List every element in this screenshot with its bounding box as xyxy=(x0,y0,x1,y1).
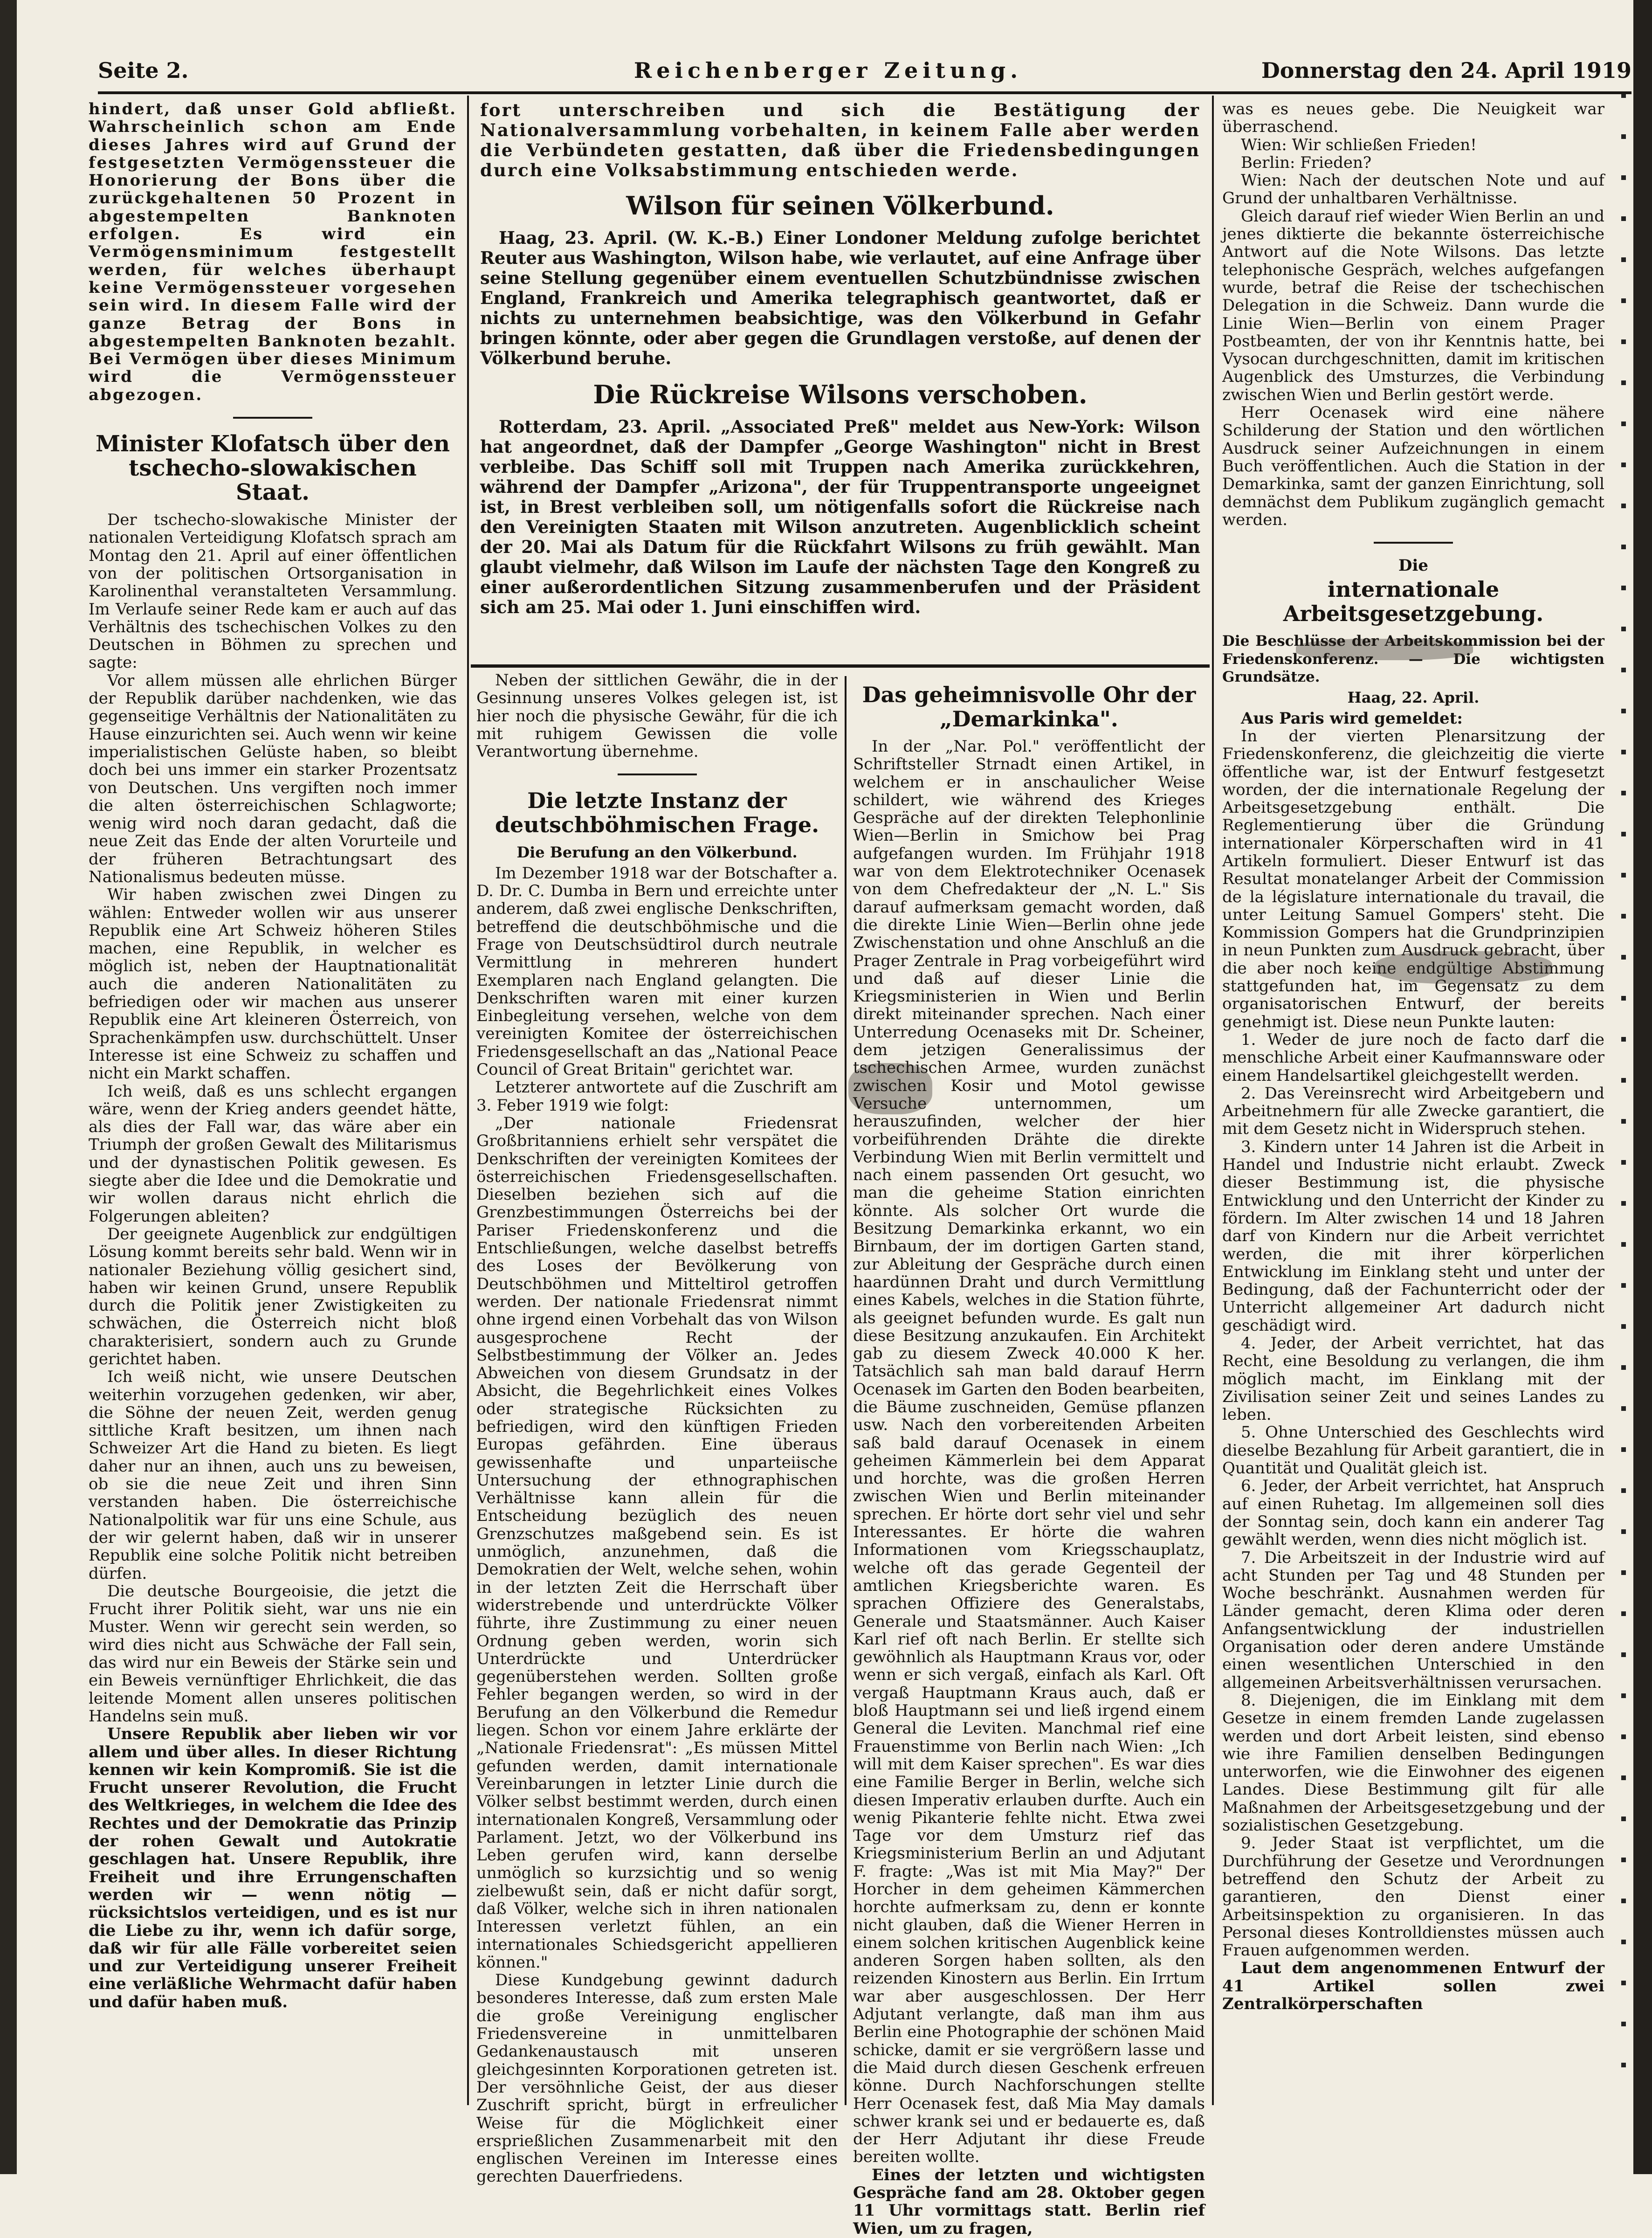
top-article-rule xyxy=(471,664,1210,668)
col4-dateline: Haag, 22. April. xyxy=(1347,689,1480,707)
col4-para: 2. Das Vereinsrecht wird Arbeitgebern und Arbeitnehmern für alle Zwecke garantiert, die mit dem Gesetz nicht in Widerspruch stehen. xyxy=(1222,1084,1604,1139)
header-rule xyxy=(98,91,1631,94)
top-article-para-1: Haag, 23. April. (W. K.-B.) Einer Londoner Meldung zufolge berichtet Reuter aus Washington, Wilson habe, wie verlautet, auf eine Anfrage über seine Stellung gegenüber einem eventuellen Schutzbündnisse zwischen England, Frankreich und Amerika telegraphisch geantwortet, daß er nichts zu unternehmen beabsichtige, was den Völkerbund in Gefahr bringen könnte, oder aber gegen die Grundlagen verstoße, auf denen der Völkerbund beruhe. xyxy=(480,228,1200,368)
column-4 xyxy=(1222,100,1604,2105)
col4-subhead: Die Beschlüsse der Arbeitskommission bei der Friedenskonferenz. — Die wichtigsten Grundsätze. xyxy=(1222,633,1604,686)
col4-para: 3. Kindern unter 14 Jahren ist die Arbeit in Handel und Industrie nicht erlaubt. Zweck dieser Bestimmung ist, die physische Entwicklung und den Unterricht der Kinder zu fördern. Im Alter zwischen 14 und 18 Jahren darf von Kindern nur die Arbeit verrichtet werden, die mit ihrer körperlichen Entwicklung im Einklang steht und unter der Bedingung, daß der Fachunterricht oder der Unterricht allgemeiner Art dadurch nicht geschädigt wird. xyxy=(1222,1137,1604,1335)
col3-headline: Das geheimnisvolle Ohr der „Demarkinka". xyxy=(862,682,1196,732)
page-header xyxy=(98,58,1631,90)
col2-top-para: Neben der sittlichen Gewähr, die in der Gesinnung unseres Volkes gelegen ist, ist hier noch die physische Gewähr, für die ich mit ruhigem Gewissen die volle Verantwortung übernehme. xyxy=(476,671,838,761)
col4-top-para: Wien: Wir schließen Frieden! xyxy=(1241,135,1477,154)
col4-headline: internationale Arbeitsgesetzgebung. xyxy=(1283,577,1544,627)
perforation-marks xyxy=(1621,93,1626,2098)
column-2 xyxy=(476,671,838,2186)
col1-headline: Minister Klofatsch über den tschecho-slowakischen Staat. xyxy=(96,431,450,506)
col4-para: 5. Ohne Unterschied des Geschlechts wird dieselbe Bezahlung für Arbeit garantiert, die in Quantität und Qualität gleich ist. xyxy=(1222,1423,1604,1478)
col4-para: Laut dem angenommenen Entwurf der 41 Artikel sollen zwei Zentralkörperschaften xyxy=(1222,1959,1604,2013)
col4-para: Aus Paris wird gemeldet: xyxy=(1241,709,1463,728)
ink-smudge xyxy=(848,1063,932,1114)
col4-top-para: was es neues gebe. Die Neuigkeit war überraschend. xyxy=(1222,100,1604,137)
col1-para: Vor allem müssen alle ehrlichen Bürger der Republik darüber nachdenken, wie das gegenseitige Verhältnis der Nationalitäten zu Hause einzurichten sei. Auch wenn wir keine imperialistischen Gelüste haben, so bleibt doch bei uns immer ein starker Prozentsatz von Deutschen. Uns vergiften noch immer die alten österreichischen Schlagworte; wenig wird noch daran gedacht, daß die neue Zeit das Ende der alten Vorurteile und der früheren Betrachtungsart des Nationalismus bedeuten müsse. xyxy=(89,671,457,886)
col1-para: Ich weiß, daß es uns schlecht ergangen wäre, wenn der Krieg anders geendet hätte, als dies der Fall war, das wäre aber ein Triumph der großen Gewalt des Militarismus und der dynastischen Politik gewesen. Es siegte aber die Idee und die Demokratie und wir wollen daraus nicht ehrlich die Folgerungen ableiten? xyxy=(89,1082,457,1226)
col4-kicker: Die xyxy=(1398,556,1429,575)
separator xyxy=(233,417,312,419)
column-rule-3 xyxy=(1212,96,1214,2105)
col4-top-para: Wien: Nach der deutschen Note und auf Grund der unhaltbaren Verhältnisse. xyxy=(1222,171,1604,208)
ink-smudge xyxy=(1375,951,1552,984)
scan-edge-right xyxy=(1633,0,1652,2174)
ink-smudge xyxy=(1296,639,1473,660)
top-article-intro: fort unterschreiben und sich die Bestätigung der Nationalversammlung vorbehalten, in keinem Falle aber werden die Verbündeten gestatten, daß über die Friedensbedingungen durch eine Volksabstimmung entschieden werde. xyxy=(480,100,1200,180)
col2-para: Letzterer antwortete auf die Zuschrift am 3. Feber 1919 wie folgt: xyxy=(476,1078,838,1115)
column-rule-2 xyxy=(845,676,847,2105)
top-article-headline-1: Wilson für seinen Völkerbund. xyxy=(626,191,1054,221)
col4-top-para: Berlin: Frieden? xyxy=(1241,153,1372,172)
top-article xyxy=(480,100,1200,662)
col2-headline: Die letzte Instanz der deutschböhmischen Frage. xyxy=(495,788,819,838)
col2-para: Im Dezember 1918 war der Botschafter a. D. Dr. C. Dumba in Bern und erreichte unter anderem, daß zwei englische Denkschriften, betreffend die deutschböhmische und die Frage von Deutschsüdtirol durch neutrale Vermittlung in mehreren hundert Exemplaren nach England gelangten. Die Denkschriften waren mit einer kurzen Einbegleitung versehen, welche von dem vereinigten Komitee der österreichischen Friedensgesellschaft an das „National Peace Council of Great Britain" gerichtet war. xyxy=(476,863,838,1079)
col2-para: „Der nationale Friedensrat Großbritanniens erhielt sehr verspätet die Denkschriften der vereinigten Komitees der österreichischen Friedensgesellschaften. Dieselben beziehen sich auf die Grenzbestimmungen Österreichs bei der Pariser Friedenskonferenz und die Entschließungen, welche daselbst betreffs des Loses der Bevölkerung von Deutschböhmen und Mitteltirol getroffen werden. Der nationale Friedensrat nimmt ohne irgend einen Vorbehalt das von Wilson ausgesprochene Recht der Selbstbestimmung der Völker an. Jedes Abweichen von diesem Grundsatz in der Absicht, die Begehrlichkeit eines Volkes oder strategische Rücksichten zu befriedigen, wird den künftigen Frieden Europas gefährden. Eine überaus gewissenhafte und unparteiische Untersuchung der ethnographischen Verhältnisse kann allein für die Entscheidung bezüglich des neuen Grenzschutzes maßgebend sein. Es ist unmöglich, anzunehmen, daß die Demokratien der Welt, welche sehen, wohin in der letzten Zeit die Herrschaft über widerstrebende und unterdrückte Völker führte, ihre Zustimmung zu einer neuen Ordnung geben werden, worin sich Unterdrückte und Unterdrücker gegenüberstehen werden. Sollten große Fehler begangen werden, so wird in der Berufung an den Völkerbund die Remedur liegen. Schon vor einem Jahre erklärte der „Nationale Friedensrat": „Es müssen Mittel gefunden werden, damit internationale Vereinbarungen in letzter Linie durch die Völker selbst bestimmt werden, durch einen internationalen Kongreß, Versammlung oder Parlament. Jetzt, wo der Völkerbund ins Leben gerufen wird, kann derselbe unmöglich so kurzsichtig und so wenig zielbewußt sein, daß er nicht dafür sorgt, daß Völker, welche sich in ihren nationalen Interessen verletzt fühlen, an ein internationales Schiedsgericht appellieren können." xyxy=(476,1113,838,1972)
col4-para: 4. Jeder, der Arbeit verrichtet, hat das Recht, eine Besoldung zu verlangen, die ihm möglich macht, im Einklang mit der Zivilisation seiner Zeit und seines Landes zu leben. xyxy=(1222,1334,1604,1424)
scan-edge-left xyxy=(0,0,17,2174)
col1-para: Wir haben zwischen zwei Dingen zu wählen: Entweder wollen wir aus unserer Republik eine Art Schweiz höheren Stiles machen, eine Republik, in welcher es möglich ist, neben der Hauptnationalität auch die anderen Nationalitäten zu befriedigen oder wir machen aus unserer Republik eine Art kleineren Österreich, von Sprachenkämpfen usw. durchschüttelt. Unser Interesse ist eine Schweiz zu schaffen und nicht ein Markt schaffen. xyxy=(89,885,457,1083)
col1-para: Unsere Republik aber lieben wir vor allem und über alles. In dieser Richtung kennen wir kein Kompromiß. Sie ist die Frucht unserer Revolution, die Frucht des Weltkrieges, in welchem die Idee des Rechtes und der Demokratie das Prinzip der rohen Gewalt und Autokratie geschlagen hat. Unsere Republik, ihre Freiheit und ihre Errungenschaften werden wir — wenn nötig — rücksichtslos verteidigen, und es ist nur die Liebe zu ihr, wenn ich dafür sorge, daß wir für alle Fälle vorbereitet seien und zur Verteidigung unserer Freiheit eine verläßliche Wehrmacht dafür haben und dafür haben muß. xyxy=(89,1725,457,2011)
top-article-para-2: Rotterdam, 23. April. „Associated Preß" meldet aus New-York: Wilson hat angeordnet, daß der Dampfer „George Washington" nicht in Brest verbleibe. Das Schiff soll mit Truppen nach Amerika zurückkehren, während der Dampfer „Arizona", der für Truppentransporte ungeeignet ist, in Brest verbleiben soll, um nötigenfalls sofort die Rückreise nach den Vereinigten Staaten mit Wilson anzutreten. Augenblicklich scheint der 20. Mai als Datum für die Rückfahrt Wilsons zu früh gewählt. Man glaubt vielmehr, daß Wilson im Laufe der nächsten Tage den Kongreß zu einer außerordentlichen Sitzung zusammenberufen und der Präsident sich am 25. Mai oder 1. Juni einschiffen wird. xyxy=(480,416,1200,617)
masthead: Reichenberger Zeitung. xyxy=(634,58,1023,83)
col4-para: 9. Jeder Staat ist verpflichtet, um die Durchführung der Gesetze und Verordnungen betreffend den Schutz der Arbeit zu garantieren, den Dienst einer Arbeitsinspektion zu organisieren. In das Personal dieses Kontrolldienstes müssen auch Frauen aufgenommen werden. xyxy=(1222,1834,1604,1960)
column-3 xyxy=(853,676,1205,2238)
col4-para: 1. Weder de jure noch de facto darf die menschliche Arbeit einer Kaufmannsware oder einem Handelsartikel gleichgestellt werden. xyxy=(1222,1030,1604,1085)
col4-para: 8. Diejenigen, die im Einklang mit dem Gesetze in einem fremden Lande zugelassen werden und dort Arbeit leisten, sind ebenso wie ihre Familien denselben Bedingungen unterworfen, wie die Einwohner des eigenen Landes. Diese Bestimmung gilt für alle Maßnahmen der Arbeitsgesetzgebung und der sozialistischen Gesetzgebung. xyxy=(1222,1691,1604,1835)
page-number: Seite 2. xyxy=(98,58,189,83)
separator xyxy=(1374,542,1453,544)
col2-subhead: Die Berufung an den Völkerbund. xyxy=(516,843,798,862)
col3-para: In der „Nar. Pol." veröffentlicht der Schriftsteller Strnadt einen Artikel, in welchem er in anschaulicher Weise schildert, wie während des Krieges Gespräche auf der direkten Telephonlinie Wien—Berlin in Smichow bei Prag aufgefangen wurden. Im Frühjahr 1918 war von dem Elektrotechniker Ocenasek von dem Chefredakteur der „N. L." Sis darauf aufmerksam gemacht worden, daß die direkte Linie Wien—Berlin ohne jede Zwischenstation und ohne Anschluß an die Prager Zentrale in Prag vorbeigeführt wird und daß auf dieser Linie die Kriegsministerien in Wien und Berlin direkt miteinander sprechen. Nach einer Unterredung Ocenaseks mit Dr. Scheiner, dem jetzigen Generalissimus der tschechischen Armee, wurden zunächst zwischen Kosir und Motol gewisse Versuche unternommen, um herauszufinden, welcher der hier vorbeiführenden Drähte die direkte Verbindung Wien mit Berlin vermittelt und nach einem passenden Ort gesucht, wo man die geheime Station einrichten könnte. Als solcher Ort wurde die Besitzung Demarkinka erkannt, wo ein Birnbaum, der im dortigen Garten stand, zur Ableitung der Gespräche durch einen haardünnen Draht und durch Vermittlung eines Kabels, welches in die Station führte, als geeignet befunden wurde. Es galt nun diese Besitzung anzukaufen. Ein Architekt gab zu diesem Zweck 40.000 K her. Tatsächlich sah man bald darauf Herrn Ocenasek im Garten den Boden bearbeiten, die Bäume zuschneiden, Gemüse pflanzen usw. Nach den vorbereitenden Arbeiten saß bald darauf Ocenasek in einem geheimen Kämmerlein bei dem Apparat und horchte, was die großen Herren zwischen Wien und Berlin miteinander sprechen. Er hörte dort sehr viel und sehr Interessantes. Er hörte die wahren Informationen vom Kriegsschauplatz, welche oft das gerade Gegenteil der amtlichen Kriegsberichte waren. Es sprachen Offiziere des Generalstabs, Generale und Staatsmänner. Auch Kaiser Karl rief oft nach Berlin. Er stellte sich gewöhnlich als Hauptmann Kraus vor, oder wenn er sich vergaß, einfach als Karl. Oft vergaß Hauptmann Kraus auch, daß er bloß Hauptmann sei und ließ irgend einem General die Leviten. Manchmal rief eine Frauenstimme von Berlin nach Wien: „Ich will mit dem Kaiser sprechen". Es war dies eine Familie Berger in Berlin, welche sich diesen Imperativ erlauben durfte. Auch ein wenig Pikanterie fehlte nicht. Etwa zwei Tage vor dem Umsturz rief das Kriegsministerium Berlin an und Adjutant F. fragte: „Was ist mit Mia May?" Der Horcher in dem geheimen Kämmerchen horchte aufmerksam zu, denn er konnte nicht glauben, daß die Wiener Herren in einem solchen kritischen Augenblick keine anderen Sorgen haben sollten, als den reizenden Kinostern aus Berlin. Ein Irrtum war aber ausgeschlossen. Der Herr Adjutant verlangte, daß man ihm aus Berlin eine Photographie der schönen Maid schicke, damit er sie vergrößern lasse und die Maid durch diesen Geschenk erfreuen könne. Durch Nachforschungen stellte Herr Ocenasek fest, daß Mia May damals schwer krank sei und er bedauerte es, daß der Herr Adjutant ihr diese Freude bereiten wollte. xyxy=(853,737,1205,2167)
col4-para: In der vierten Plenarsitzung der Friedenskonferenz, die gleichzeitig die vierte öffentliche war, ist der Entwurf festgesetzt worden, der die internationale Regelung der Arbeitsgesetzgebung enthält. Die Reglementierung über die Gründung internationaler Körperschaften wird in 41 Artikeln formuliert. Dieser Entwurf ist das Resultat monatelanger Arbeit der Commission de la législature internationale du travail, die unter Leitung Samuel Gompers' steht. Die Kommission Gompers hat die Grundprinzipien in neun Punkten zum Ausdruck gebracht, über die aber noch keine endgültige Abstimmung stattgefunden hat, im Gegensatz zu dem organisatorischen Entwurf, der bereits genehmigt ist. Diese neun Punkte lauten: xyxy=(1222,726,1604,1031)
col3-para: Eines der letzten und wichtigsten Gespräche fand am 28. Oktober gegen 11 Uhr vormittags statt. Berlin rief Wien, um zu fragen, xyxy=(853,2165,1205,2238)
col4-top-para: Gleich darauf rief wieder Wien Berlin an und jenes diktierte die bekannte österreichische Antwort auf die Note Wilsons. Das letzte telephonische Gespräch, welches aufgefangen wurde, betraf die Reise der tschechischen Delegation in die Schweiz. Dann wurde die Linie Wien—Berlin von einem Prager Postbeamten, der von ihr Kenntnis hatte, bei Vysocan durchgeschnitten, damit im kritischen Augenblick des Umsturzes, die Verbindung zwischen Wien und Berlin gestört werde. xyxy=(1222,207,1604,404)
col1-para: Der tschecho-slowakische Minister der nationalen Verteidigung Klofatsch sprach am Montag den 21. April auf einer öffentlichen von der politischen Ortsorganisation in Karolinenthal veranstalteten Versammlung. Im Verlaufe seiner Rede kam er auch auf das Verhältnis des tschechischen Volkes zu den Deutschen in Böhmen zu sprechen und sagte: xyxy=(89,511,457,672)
issue-date: Donnerstag den 24. April 1919 xyxy=(1261,58,1631,83)
col1-para: Der geeignete Augenblick zur endgültigen Lösung kommt bereits sehr bald. Wenn wir in nationaler Beziehung völlig gesichert sind, haben wir keinen Grund, unsere Republik durch die Politik jener Zwistigkeiten zu schwächen, die Österreich nicht bloß charakterisiert, sondern auch zu Grunde gerichtet haben. xyxy=(89,1224,457,1368)
separator xyxy=(618,774,697,775)
column-1 xyxy=(89,100,457,2105)
col4-para: 7. Die Arbeitszeit in der Industrie wird auf acht Stunden per Tag und 48 Stunden per Woche beschränkt. Ausnahmen werden für Länder gemacht, deren Klima oder deren Anfangsentwicklung der industriellen Organisation oder deren andere Umstände einen wesentlichen Unterschied in den allgemeinen Arbeitsverhältnissen verursachen. xyxy=(1222,1548,1604,1692)
col1-para: Ich weiß nicht, wie unsere Deutschen weiterhin vorzugehen gedenken, wir aber, die Söhne der neuen Zeit, werden genug sittliche Kraft besitzen, um ihnen nach Schweizer Art die Hand zu bieten. Es liegt daher nur an ihnen, auch uns zu beweisen, ob sie die neue Zeit und ihren Sinn verstanden haben. Die österreichische Nationalpolitik war für uns eine Schule, aus der wir gelernt haben, daß wir in unserer Republik eine solche Politik nicht betreiben dürfen. xyxy=(89,1368,457,1583)
col4-top-para: Herr Ocenasek wird eine nähere Schilderung der Station und den wörtlichen Ausdruck seiner Aufzeichnungen in einem Buch veröffentlichen. Auch die Station in der Demarkinka, samt der ganzen Einrichtung, soll demnächst dem Publikum zugänglich gemacht werden. xyxy=(1222,403,1604,529)
col1-para: Die deutsche Bourgeoisie, die jetzt die Frucht ihrer Politik sieht, war uns nie ein Muster. Wenn wir gerecht sein werden, so wird dies nicht aus Schwäche der Fall sein, das wird nur ein Beweis der Stärke sein und ein Beweis vernünftiger Ehrlichkeit, die das leitende Moment allen unseres politischen Handelns sein muß. xyxy=(89,1582,457,1726)
column-rule-1 xyxy=(467,96,469,2105)
col2-para: Diese Kundgebung gewinnt dadurch besonderes Interesse, daß zum ersten Male die große Vereinigung englischer Friedensvereine in unmittelbaren Gedankenaustausch mit unseren gleichgesinnten Korporationen getreten ist. Der versöhnliche Geist, der aus dieser Zuschrift spricht, bürgt in erfreulicher Weise für die Möglichkeit einer ersprießlichen Zusammenarbeit mit den englischen Vereinen im Interesse eines gerechten Dauerfriedens. xyxy=(476,1971,838,2186)
col4-para: 6. Jeder, der Arbeit verrichtet, hat Anspruch auf einen Ruhetag. Im allgemeinen soll dies der Sonntag sein, doch kann ein anderer Tag gewählt werden, wenn dies nicht möglich ist. xyxy=(1222,1477,1604,1549)
col1-top-para: hindert, daß unser Gold abfließt. Wahrscheinlich schon am Ende dieses Jahres wird auf Grund der festgesetzten Vermögenssteuer die Honorierung der Bons über die zurückgehaltenen 50 Prozent in abgestempelten Banknoten erfolgen. Es wird ein Vermögensminimum festgestellt werden, für welches überhaupt keine Vermögenssteuer vorgesehen sein wird. In diesem Falle wird der ganze Betrag der Bons in abgestempelten Banknoten bezahlt. Bei Vermögen über dieses Minimum wird die Vermögenssteuer abgezogen. xyxy=(89,100,457,404)
top-article-headline-2: Die Rückreise Wilsons verschoben. xyxy=(593,380,1088,409)
